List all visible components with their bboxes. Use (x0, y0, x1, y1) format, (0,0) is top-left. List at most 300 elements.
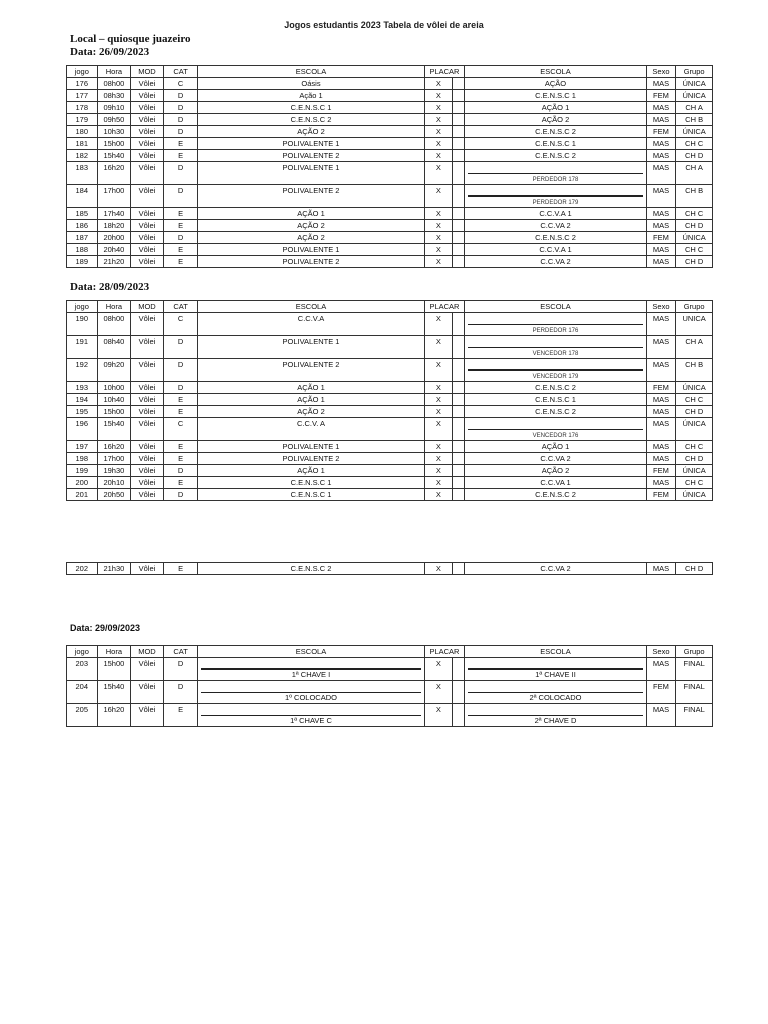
cell-cat: E (163, 220, 198, 232)
cell-placar-x: X (424, 418, 453, 441)
cell-cat: C (163, 78, 198, 90)
cell-cat: D (163, 114, 198, 126)
cell-grupo: CH D (676, 406, 713, 418)
cell-cat: D (163, 90, 198, 102)
cell-placar-x: X (424, 126, 453, 138)
cell-escola-2: C.C.VA 2 (465, 563, 646, 575)
cell-mod: Vôlei (131, 563, 164, 575)
col-grupo: Grupo (676, 646, 713, 658)
cell-escola-1 (198, 681, 424, 704)
col-placar: PLACAR (424, 66, 465, 78)
cell-placar-x: X (424, 382, 453, 394)
cell-escola-1: C.C.V.A (198, 313, 424, 336)
cell-cat: D (163, 359, 198, 382)
cell-hora: 15h00 (97, 138, 131, 150)
cell-escola-2: C.E.N.S.C 2 (465, 232, 646, 244)
cell-sexo: MAS (646, 313, 676, 336)
cell-placar-score (453, 256, 465, 268)
cell-grupo: CH C (676, 244, 713, 256)
cell-escola-2: C.E.N.S.C 2 (465, 150, 646, 162)
cell-cat: E (163, 394, 198, 406)
cell-escola-2: C.E.N.S.C 2 (465, 489, 646, 501)
cell-escola-2: C.E.N.S.C 2 (465, 126, 646, 138)
cell-grupo: CH D (676, 453, 713, 465)
cell-escola-1: POLIVALENTE 2 (198, 150, 424, 162)
cell-placar-score (453, 114, 465, 126)
cell-grupo: CH B (676, 359, 713, 382)
cell-mod: Vôlei (131, 453, 164, 465)
date-day2: Data: 28/09/2023 (70, 281, 150, 293)
cell-jogo: 204 (67, 681, 98, 704)
cell-jogo: 184 (67, 185, 98, 208)
cell-sexo: MAS (646, 336, 676, 359)
cell-grupo: ÚNICA (676, 78, 713, 90)
table-row (67, 102, 713, 114)
cell-jogo: 194 (67, 394, 98, 406)
cell-mod: Vôlei (131, 102, 164, 114)
cell-jogo: 185 (67, 208, 98, 220)
slot-note: VENCEDOR 179 (532, 374, 579, 380)
col-sexo: Sexo (646, 646, 676, 658)
schedule-table-day2 (66, 300, 713, 501)
cell-mod: Vôlei (131, 681, 164, 704)
cell-sexo: FEM (646, 681, 676, 704)
cell-hora: 10h40 (97, 394, 131, 406)
cell-sexo: FEM (646, 489, 676, 501)
table-row (67, 138, 713, 150)
cell-escola-2: AÇÃO 1 (465, 441, 646, 453)
schedule-table-day1 (66, 65, 713, 268)
cell-jogo: 189 (67, 256, 98, 268)
cell-sexo: MAS (646, 394, 676, 406)
cell-sexo: MAS (646, 563, 676, 575)
cell-grupo: ÚNICA (676, 418, 713, 441)
cell-placar-score (453, 138, 465, 150)
cell-placar-score (453, 162, 465, 185)
local-label: Local – quiosque juazeiro (70, 33, 191, 45)
col-hora: Hora (97, 301, 131, 313)
cell-jogo: 195 (67, 406, 98, 418)
cell-jogo: 192 (67, 359, 98, 382)
cell-hora: 20h50 (97, 489, 131, 501)
cell-grupo: ÚNICA (676, 90, 713, 102)
cell-escola-2 (465, 162, 646, 185)
col-hora: Hora (97, 646, 131, 658)
cell-placar-x: X (424, 453, 453, 465)
cell-hora: 15h40 (97, 681, 131, 704)
cell-mod: Vôlei (131, 244, 164, 256)
cell-grupo: ÚNICA (676, 232, 713, 244)
cell-cat: E (163, 208, 198, 220)
slot-note: PERDEDOR 178 (532, 177, 579, 183)
cell-escola-1: AÇÃO 1 (198, 394, 424, 406)
cell-placar-score (453, 441, 465, 453)
cell-mod: Vôlei (131, 256, 164, 268)
cell-hora: 08h00 (97, 78, 131, 90)
cell-grupo: CH A (676, 336, 713, 359)
cell-escola-2: C.E.N.S.C 1 (465, 90, 646, 102)
slot-note: 1ª CHAVE II (535, 670, 576, 679)
table-row (67, 489, 713, 501)
table-row (67, 90, 713, 102)
cell-sexo: MAS (646, 477, 676, 489)
cell-jogo: 176 (67, 78, 98, 90)
cell-hora: 10h00 (97, 382, 131, 394)
table-row (67, 126, 713, 138)
cell-placar-x: X (424, 185, 453, 208)
cell-hora: 19h30 (97, 465, 131, 477)
cell-escola-2: C.C.VA 2 (465, 220, 646, 232)
cell-placar-x: X (424, 658, 453, 681)
cell-escola-2 (465, 359, 646, 382)
cell-placar-score (453, 102, 465, 114)
date-day3: Data: 29/09/2023 (70, 623, 141, 633)
cell-grupo: CH C (676, 138, 713, 150)
cell-jogo: 181 (67, 138, 98, 150)
cell-jogo: 199 (67, 465, 98, 477)
cell-grupo: CH C (676, 477, 713, 489)
cell-sexo: MAS (646, 138, 676, 150)
cell-jogo: 180 (67, 126, 98, 138)
cell-placar-score (453, 704, 465, 727)
cell-grupo: CH C (676, 208, 713, 220)
cell-placar-x: X (424, 220, 453, 232)
cell-grupo: CH B (676, 114, 713, 126)
cell-mod: Vôlei (131, 232, 164, 244)
cell-placar-score (453, 658, 465, 681)
cell-hora: 18h20 (97, 220, 131, 232)
cell-hora: 20h00 (97, 232, 131, 244)
cell-placar-score (453, 465, 465, 477)
cell-cat: E (163, 477, 198, 489)
blank-line (468, 324, 642, 325)
cell-sexo: FEM (646, 465, 676, 477)
cell-placar-score (453, 489, 465, 501)
slot-note: PERDEDOR 176 (532, 328, 579, 334)
col-escola-2: ESCOLA (465, 646, 646, 658)
cell-escola-2 (465, 418, 646, 441)
cell-mod: Vôlei (131, 150, 164, 162)
col-jogo: jogo (67, 646, 98, 658)
cell-jogo: 193 (67, 382, 98, 394)
cell-jogo: 201 (67, 489, 98, 501)
cell-escola-2: C.C.VA 1 (465, 477, 646, 489)
cell-mod: Vôlei (131, 138, 164, 150)
cell-cat: D (163, 185, 198, 208)
cell-cat: C (163, 418, 198, 441)
cell-jogo: 203 (67, 658, 98, 681)
cell-escola-2 (465, 658, 646, 681)
cell-mod: Vôlei (131, 394, 164, 406)
cell-jogo: 178 (67, 102, 98, 114)
cell-mod: Vôlei (131, 418, 164, 441)
cell-cat: E (163, 150, 198, 162)
cell-placar-score (453, 406, 465, 418)
cell-escola-2: AÇÃO 1 (465, 102, 646, 114)
cell-escola-1 (198, 658, 424, 681)
col-grupo: Grupo (676, 301, 713, 313)
cell-hora: 17h00 (97, 453, 131, 465)
cell-placar-score (453, 418, 465, 441)
cell-cat: E (163, 704, 198, 727)
cell-hora: 09h50 (97, 114, 131, 126)
cell-hora: 21h20 (97, 256, 131, 268)
col-escola-2: ESCOLA (465, 301, 646, 313)
cell-mod: Vôlei (131, 90, 164, 102)
cell-placar-x: X (424, 150, 453, 162)
cell-escola-1: POLIVALENTE 1 (198, 138, 424, 150)
cell-jogo: 190 (67, 313, 98, 336)
cell-hora: 09h10 (97, 102, 131, 114)
cell-escola-2: C.C.V.A 1 (465, 244, 646, 256)
cell-placar-x: X (424, 78, 453, 90)
cell-placar-score (453, 394, 465, 406)
cell-sexo: MAS (646, 256, 676, 268)
cell-placar-score (453, 563, 465, 575)
cell-jogo: 179 (67, 114, 98, 126)
table-row (67, 185, 713, 208)
cell-grupo: CH D (676, 220, 713, 232)
cell-escola-1: C.E.N.S.C 1 (198, 489, 424, 501)
table-header-row (67, 66, 713, 78)
cell-cat: E (163, 563, 198, 575)
cell-grupo: CH C (676, 394, 713, 406)
table-row (67, 232, 713, 244)
table-row (67, 477, 713, 489)
cell-placar-score (453, 359, 465, 382)
cell-cat: D (163, 126, 198, 138)
cell-cat: D (163, 489, 198, 501)
cell-mod: Vôlei (131, 78, 164, 90)
cell-escola-1: POLIVALENTE 1 (198, 244, 424, 256)
cell-escola-1: POLIVALENTE 1 (198, 441, 424, 453)
table-row (67, 441, 713, 453)
cell-escola-1: C.C.V. A (198, 418, 424, 441)
table-row (67, 162, 713, 185)
cell-grupo: FINAL (676, 704, 713, 727)
cell-escola-1: POLIVALENTE 2 (198, 256, 424, 268)
cell-jogo: 188 (67, 244, 98, 256)
cell-placar-score (453, 336, 465, 359)
cell-placar-x: X (424, 256, 453, 268)
cell-sexo: MAS (646, 453, 676, 465)
blank-line (468, 195, 642, 197)
cell-grupo: CH C (676, 441, 713, 453)
cell-sexo: FEM (646, 232, 676, 244)
cell-cat: D (163, 102, 198, 114)
slot-note: PERDEDOR 179 (532, 200, 579, 206)
table-row (67, 465, 713, 477)
cell-placar-x: X (424, 489, 453, 501)
cell-jogo: 183 (67, 162, 98, 185)
table-row (67, 220, 713, 232)
cell-placar-score (453, 453, 465, 465)
cell-placar-score (453, 681, 465, 704)
col-cat: CAT (163, 66, 198, 78)
slot-note: 1º COLOCADO (285, 693, 337, 702)
cell-jogo: 202 (67, 563, 98, 575)
cell-sexo: MAS (646, 162, 676, 185)
cell-placar-score (453, 477, 465, 489)
cell-hora: 21h30 (97, 563, 131, 575)
table-row (67, 382, 713, 394)
cell-placar-score (453, 382, 465, 394)
col-sexo: Sexo (646, 301, 676, 313)
cell-cat: E (163, 441, 198, 453)
cell-cat: E (163, 406, 198, 418)
schedule-table-day3 (66, 645, 713, 727)
cell-placar-x: X (424, 336, 453, 359)
cell-mod: Vôlei (131, 658, 164, 681)
cell-sexo: MAS (646, 359, 676, 382)
cell-mod: Vôlei (131, 114, 164, 126)
cell-jogo: 197 (67, 441, 98, 453)
cell-hora: 08h00 (97, 313, 131, 336)
table-row (67, 244, 713, 256)
cell-escola-2 (465, 336, 646, 359)
cell-escola-1: C.E.N.S.C 1 (198, 477, 424, 489)
cell-mod: Vôlei (131, 441, 164, 453)
slot-note: VENCEDOR 178 (532, 351, 579, 357)
cell-hora: 20h10 (97, 477, 131, 489)
cell-mod: Vôlei (131, 162, 164, 185)
cell-placar-x: X (424, 406, 453, 418)
cell-cat: D (163, 382, 198, 394)
cell-grupo: ÚNICA (676, 126, 713, 138)
cell-cat: E (163, 138, 198, 150)
cell-escola-1: AÇÃO 2 (198, 232, 424, 244)
cell-escola-2: C.E.N.S.C 2 (465, 382, 646, 394)
cell-hora: 17h40 (97, 208, 131, 220)
cell-placar-x: X (424, 162, 453, 185)
table-row (67, 681, 713, 704)
cell-mod: Vôlei (131, 313, 164, 336)
table-header-row (67, 646, 713, 658)
blank-line (468, 369, 642, 371)
table-row (67, 704, 713, 727)
cell-placar-score (453, 220, 465, 232)
cell-hora: 15h00 (97, 658, 131, 681)
table-row (67, 78, 713, 90)
cell-sexo: MAS (646, 244, 676, 256)
blank-line (468, 347, 642, 348)
cell-cat: D (163, 658, 198, 681)
cell-grupo: ÚNICA (676, 489, 713, 501)
cell-hora: 16h20 (97, 441, 131, 453)
cell-sexo: FEM (646, 90, 676, 102)
cell-escola-2 (465, 185, 646, 208)
cell-sexo: MAS (646, 658, 676, 681)
cell-jogo: 196 (67, 418, 98, 441)
slot-note: 2ª COLOCADO (529, 693, 582, 702)
cell-placar-x: X (424, 138, 453, 150)
col-cat: CAT (163, 646, 198, 658)
cell-grupo: ÚNICA (676, 465, 713, 477)
cell-sexo: MAS (646, 704, 676, 727)
slot-note: VENCEDOR 176 (532, 433, 579, 439)
cell-jogo: 191 (67, 336, 98, 359)
cell-mod: Vôlei (131, 126, 164, 138)
col-escola-1: ESCOLA (198, 646, 424, 658)
cell-placar-score (453, 126, 465, 138)
cell-escola-1: POLIVALENTE 1 (198, 336, 424, 359)
cell-jogo: 186 (67, 220, 98, 232)
cell-placar-score (453, 90, 465, 102)
cell-hora: 15h40 (97, 418, 131, 441)
cell-escola-1: POLIVALENTE 2 (198, 359, 424, 382)
cell-cat: D (163, 232, 198, 244)
cell-escola-2: C.C.V.A 1 (465, 208, 646, 220)
cell-mod: Vôlei (131, 406, 164, 418)
cell-placar-score (453, 150, 465, 162)
cell-sexo: FEM (646, 126, 676, 138)
cell-sexo: MAS (646, 208, 676, 220)
cell-sexo: MAS (646, 185, 676, 208)
cell-escola-1: AÇÃO 1 (198, 382, 424, 394)
cell-mod: Vôlei (131, 336, 164, 359)
cell-hora: 15h00 (97, 406, 131, 418)
slot-note: 2ª CHAVE D (534, 716, 577, 725)
table-row (67, 256, 713, 268)
cell-escola-1: POLIVALENTE 2 (198, 453, 424, 465)
cell-mod: Vôlei (131, 465, 164, 477)
cell-placar-score (453, 232, 465, 244)
cell-escola-1: AÇÃO 2 (198, 220, 424, 232)
cell-escola-1: AÇÃO 2 (198, 406, 424, 418)
col-escola-2: ESCOLA (465, 66, 646, 78)
table-header-row (67, 301, 713, 313)
cell-hora: 17h00 (97, 185, 131, 208)
col-mod: MOD (131, 301, 164, 313)
cell-placar-x: X (424, 394, 453, 406)
cell-cat: E (163, 256, 198, 268)
cell-hora: 08h30 (97, 90, 131, 102)
cell-sexo: MAS (646, 220, 676, 232)
cell-placar-x: X (424, 441, 453, 453)
cell-placar-x: X (424, 359, 453, 382)
cell-escola-2 (465, 313, 646, 336)
cell-jogo: 182 (67, 150, 98, 162)
cell-sexo: MAS (646, 114, 676, 126)
col-escola-1: ESCOLA (198, 301, 424, 313)
cell-escola-1: C.E.N.S.C 2 (198, 563, 424, 575)
table-row (67, 406, 713, 418)
cell-placar-x: X (424, 681, 453, 704)
blank-line (468, 173, 642, 174)
cell-escola-1: C.E.N.S.C 2 (198, 114, 424, 126)
cell-placar-score (453, 313, 465, 336)
cell-cat: D (163, 681, 198, 704)
slot-note: 1ª CHAVE C (290, 716, 332, 725)
cell-escola-2 (465, 704, 646, 727)
cell-cat: E (163, 244, 198, 256)
table-row (67, 114, 713, 126)
table-row (67, 150, 713, 162)
table-row (67, 313, 713, 336)
table-row (67, 418, 713, 441)
cell-escola-2: C.C.VA 2 (465, 256, 646, 268)
cell-mod: Vôlei (131, 489, 164, 501)
table-row (67, 563, 713, 575)
cell-cat: C (163, 313, 198, 336)
cell-grupo: FINAL (676, 681, 713, 704)
cell-mod: Vôlei (131, 185, 164, 208)
blank-line (468, 429, 642, 430)
cell-cat: E (163, 453, 198, 465)
cell-escola-1 (198, 704, 424, 727)
cell-sexo: FEM (646, 382, 676, 394)
cell-hora: 16h20 (97, 162, 131, 185)
